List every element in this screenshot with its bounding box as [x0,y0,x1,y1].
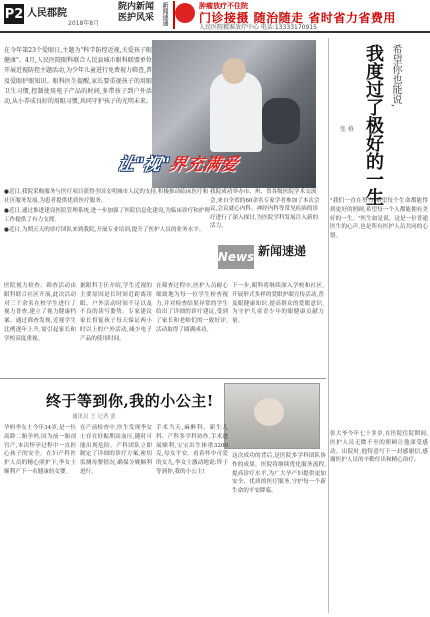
ad-badge-icon [175,3,195,23]
photo-banner [115,150,240,175]
story-column-5: 张大爷今年七十多岁,在医院住院期间,医护人员无微不至的照顾让他深受感动。出院时,他特意写下一封感谢信,感谢医护人员的辛勤付出和精心治疗。 [330,431,428,464]
column-title [118,2,154,24]
baby-head [254,398,284,426]
story-byline: 通讯员 王 记者 张 [72,414,116,420]
column-title-2: 医护风采 [118,13,155,23]
side-tag: 新闻速递 [161,2,168,26]
body-column-3: 在筛查过程中,医护人员耐心细致地为每一位学生检查视力,并对检查结果异常的学生给出了详细的诊疗建议,受到了家长和老师们的一致好评,活动取得了圆满成功。 [156,283,228,333]
ad-line-3: 人民医院精准放疗中心 电话:13333170915 [199,24,317,31]
body-column-1: 医院视力检查、筛查活动由眼科联合社区开展,此次活动对三千余名在校学生进行了视力普查,建立了视力健康档案。通过筛查发现,近视学生比例逐年上升,需引起家长和学校高度重视。 [4,283,76,342]
bullet-item: ●近日,我院采购服务与医疗项目获得全国文明城市人民的支持,积极推动临床医疗和社区服务发展,为患者提供优质医疗服务。 [4,189,209,204]
issue-date: 2018年8月 [68,20,100,27]
feature-author: 张 格 [340,126,354,133]
column-separator [328,38,329,613]
column-title-1: 院内新闻 [118,2,155,12]
child-figure [262,98,300,144]
news-column: 我院成功举办市、州、省各级医院学术交流会,来自全省的60余名专家学者参加了本次会议,会议就心内科、神经内科等常见疾病的诊疗进行了深入探讨,为医院学科发展注入新的活力。 [210,189,320,229]
bullet-item: ●近日,通过推进建设医院管理系统,进一步加强了医院信息化建设,为临床诊疗和护理工作提供了有力支撑。 [4,208,210,223]
story-column-3: 手术当天,麻醉科、新生儿科、产科多学科协作,手术进展顺利,宝宝出生体重3200克,母女平安。看着怀中可爱的女儿,李女士激动地说:终于等到你,我的小公主! [156,425,228,475]
paper-name: 人民郡院 [27,8,67,19]
story-column-2: 在产前检查中,医生发现李女士存在妊娠期高血压,随时可能出现危险。产科团队立即制定了详细的诊疗方案,密切监测母婴情况,确保分娩顺利进行。 [80,425,152,475]
masthead-rule [0,31,430,33]
banner-part-2: 界充满爱 [167,155,240,175]
story-column-4: 这次成功的背后,是医院多学科团队协作的成果。医院将继续优化服务流程,提高诊疗水平,为广大孕产妇提供更加安全、优质的医疗服务,守护每一个新生命的平安降临。 [232,453,326,495]
news-logo: News [218,245,254,269]
section-rule [0,378,326,379]
banner-part-1: 让"视" [115,155,172,175]
intro-paragraph: 在今年第23个爱眼日,主题为"科学防控近视,关爱孩子眼健康"。4月,人民医院眼科联合人民县城市眼科联盟单位开展近视防控主题活动,为少年儿童进行免费视力筛查,普及爱眼护眼知识。眼科医生提醒,家长要重视孩子的用眼卫生习惯,控制使用电子产品的时间,多带孩子到户外活动,从小养成良好的用眼习惯,共同守护孩子的光明未来。 [4,47,152,106]
bullet-item: ●近日,为期五天的诊疗团队来到我院,开展专业培训,提升了医护人员的业务水平。 [4,227,205,233]
ad-line-2: 门诊接摄 随治随走 省时省力省费用 [199,11,396,25]
doctor-figure [210,72,262,152]
body-column-2: 据眼科主任介绍,学生近视的主要原因是长时间近距离用眼、户外活动时间不足以及不良的读写姿势。专家建议家长督促孩子每天保证两小时以上的户外活动,减少电子产品的使用时间。 [80,283,152,342]
story-column-1: 孕妈李女士今年34岁,是一位高龄二胎孕妈,因为前一胎剖宫产,本次怀孕过程中一直担心孩子的安全。在妇产科医护人员的精心照护下,李女士顺利产下一名健康的女婴。 [4,425,76,475]
news-bullets [4,188,212,237]
news-section-title: 新闻速递 [258,244,307,258]
body-column-4: 下一步,眼科将继续深入学校和社区,开展形式多样的爱眼护眼宣传活动,普及眼健康知识,提高群众的爱眼意识,为守护儿童青少年的眼健康贡献力量。 [232,283,324,325]
ad-line-1: 肿瘤放疗不住院 [199,2,248,10]
feature-subtitle: 希望你也能说, [390,44,401,108]
feature-quote: "我们一直在努力,希望每个生命都能得到更好的照顾,希望每一个人都能拥有美好的一生。"医生如是说。这是一位普通医生的心声,也是所有医护人员共同的心愿。 [330,198,428,240]
doctor-head [222,58,246,84]
story-headline: 终于等到你,我的小公主! [46,392,214,410]
page-number-logo: P2 [4,4,24,24]
feature-title: 我度过了极好的一生 [363,44,384,206]
